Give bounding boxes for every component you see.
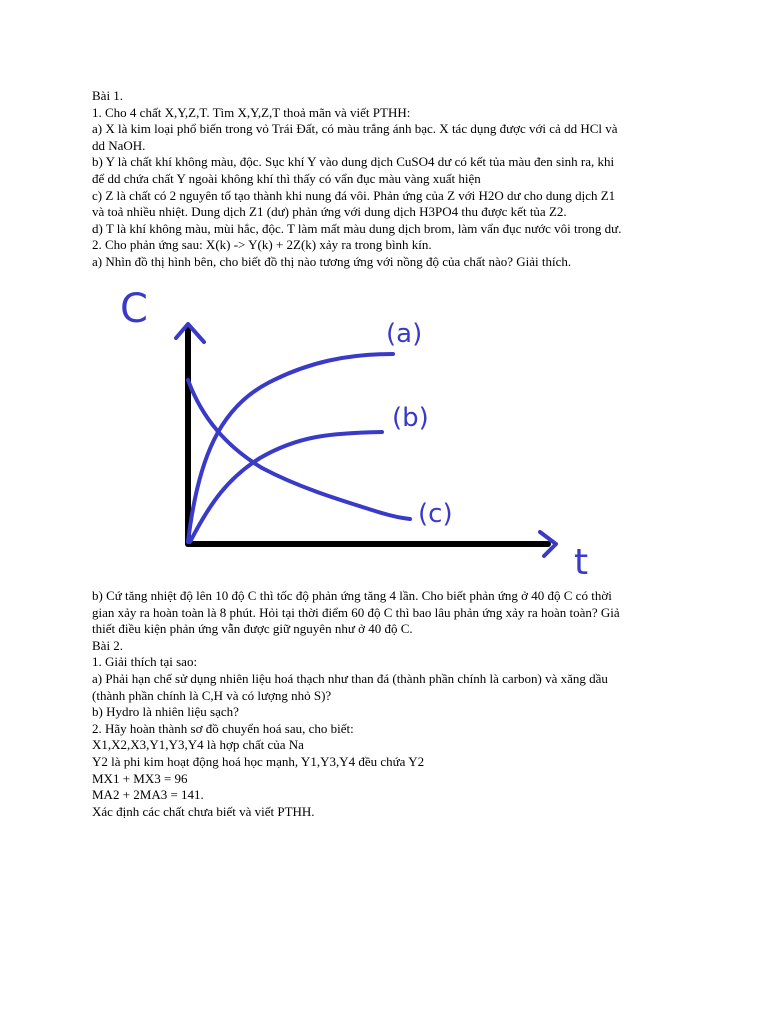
curve-c-label: (c) [418,499,453,529]
text-line: b) Hydro là nhiên liệu sạch? [92,704,239,720]
curve-b-label: (b) [392,403,429,433]
text-line: d) T là khí không màu, mùi hắc, độc. T làm mất màu dung dịch brom, làm vẩn đục nước vôi trong dư. [92,220,622,236]
text-line: gian xảy ra hoàn toàn là 8 phút. Hỏi tại thời điểm 60 độ C thì bao lâu phản ứng xảy ra hoàn toàn? Giả [92,604,620,620]
text-line: Y2 là phi kim hoạt động hoá học mạnh, Y1,Y3,Y4 đều chứa Y2 [92,753,425,769]
text-line: a) X là kim loại phổ biến trong vỏ Trái Đất, có màu trắng ánh bạc. X tác dụng được với cả dd HCl và [92,121,618,137]
text-line: 1. Giải thích tại sao: [92,654,198,670]
exercise-text-bottom [92,588,682,820]
curve-c [188,380,410,519]
text-line: a) Phải hạn chế sử dụng nhiên liệu hoá thạch như than đá (thành phần chính là carbon) và xăng dầu [92,670,608,686]
concentration-time-figure [100,288,620,578]
text-line: thiết điều kiện phản ứng vẫn được giữ nguyên như ở 40 độ C. [92,621,413,637]
text-line: c) Z là chất có 2 nguyên tố tạo thành khi nung đá vôi. Phản ứng của Z với H2O dư cho dung dịch Z1 [92,187,616,203]
curve-a-label: (a) [386,319,423,349]
text-line: 2. Hãy hoàn thành sơ đồ chuyển hoá sau, cho biết: [92,720,354,736]
text-line: b) Cứ tăng nhiệt độ lên 10 độ C thì tốc độ phản ứng tăng 4 lần. Cho biết phản ứng ở 40 độ C có thời [92,588,612,603]
text-line: để dd chứa chất Y ngoài không khí thì thấy có vẩn đục màu vàng xuất hiện [92,170,481,186]
text-line: a) Nhìn đồ thị hình bên, cho biết đồ thị nào tương ứng với nồng độ của chất nào? Giải thích. [92,253,572,269]
text-line: MA2 + 2MA3 = 141. [92,787,204,803]
text-line: b) Y là chất khí không màu, độc. Sục khí Y vào dung dịch CuSO4 dư có kết tủa màu đen sinh ra, khi [92,154,615,170]
text-line: Bài 1. [92,88,124,103]
text-line: 1. Cho 4 chất X,Y,Z,T. Tìm X,Y,Z,T thoả mãn và viết PTHH: [92,104,411,120]
hand-drawn-graph [100,288,620,578]
exercise-text-top [92,88,682,271]
text-line: (thành phần chính là C,H và có lượng nhỏ S)? [92,687,332,703]
text-line: Xác định các chất chưa biết và viết PTHH. [92,803,315,819]
text-line: MX1 + MX3 = 96 [92,770,188,786]
curve-b [190,432,382,542]
text-line: 2. Cho phản ứng sau: X(k) -> Y(k) + 2Z(k) xảy ra trong bình kín. [92,237,432,253]
y-axis-label: C [120,288,148,332]
x-axis-label: t [574,542,589,578]
curve-a [188,354,393,542]
text-line: và toả nhiều nhiệt. Dung dịch Z1 (dư) phản ứng với dung dịch H3PO4 thu được kết tủa Z2. [92,204,567,220]
text-line: X1,X2,X3,Y1,Y3,Y4 là hợp chất của Na [92,737,304,753]
text-line: dd NaOH. [92,137,146,153]
text-line: Bài 2. [92,637,124,653]
